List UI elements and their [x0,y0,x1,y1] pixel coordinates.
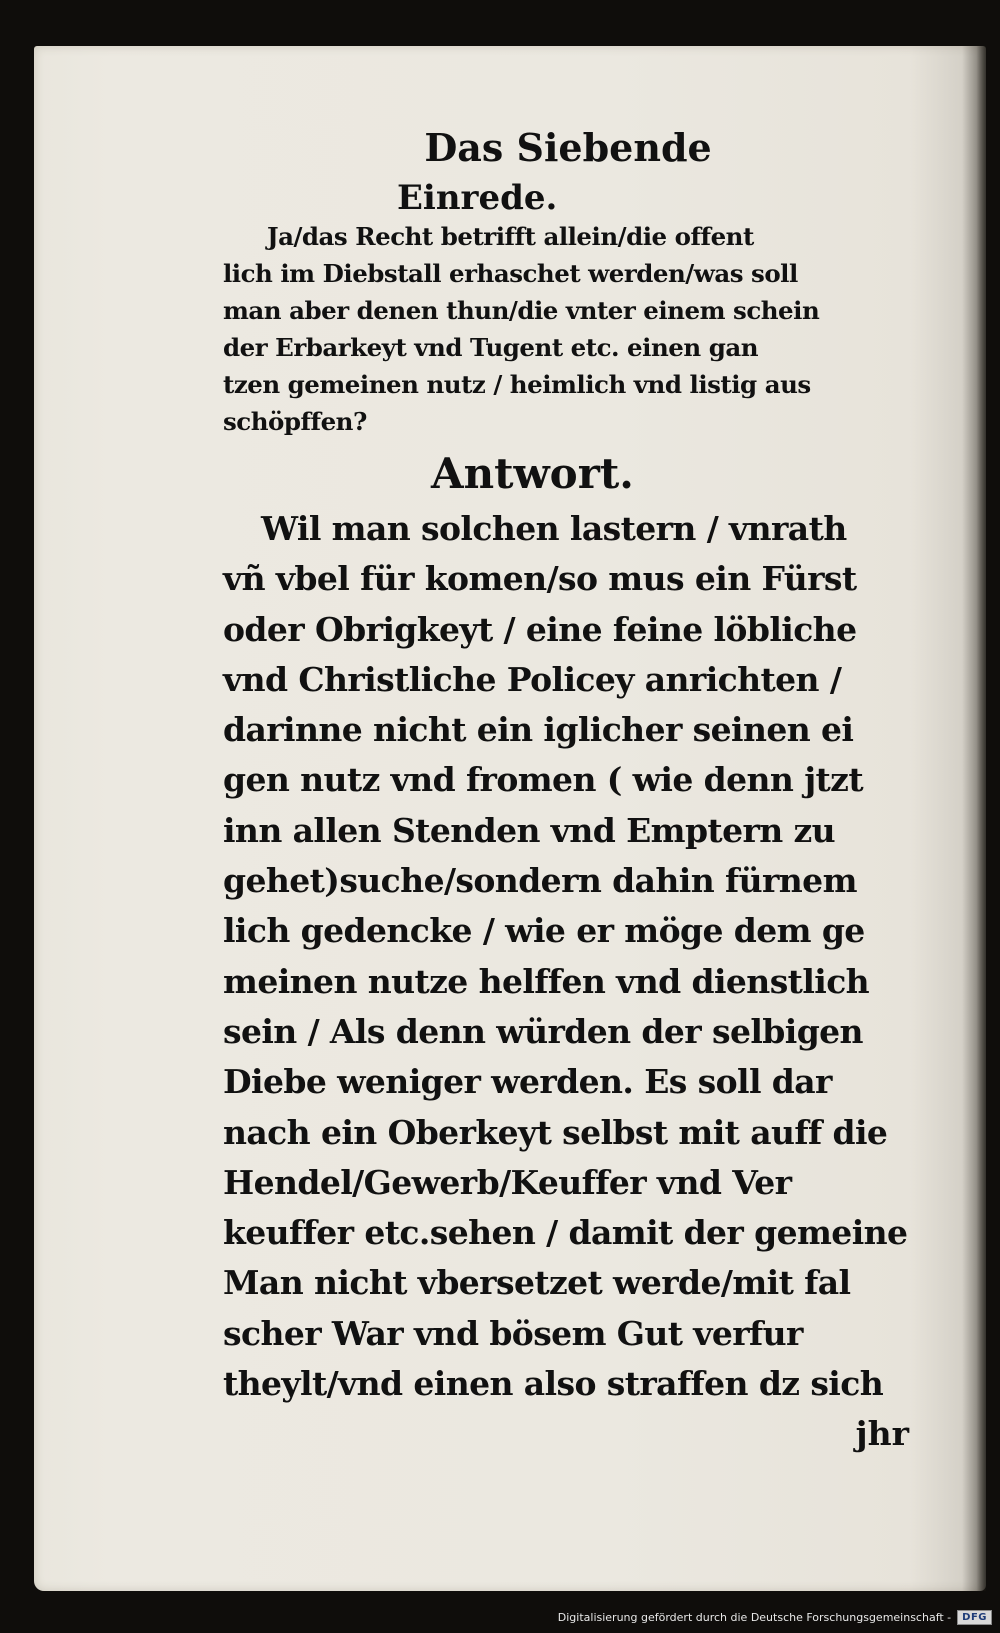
answer-line: vñ vbel für komen/so mus ein Fürst [223,559,857,599]
answer-line: darinne nicht ein iglicher seinen ei [223,710,854,750]
page-text [223,124,913,1459]
objection-paragraph [223,218,913,440]
footer-credit-text: Digitalisierung gefördert durch die Deutsche Forschungsgemeinschaft - [557,1610,952,1624]
answer-line: inn allen Stenden vnd Emptern zu [223,810,836,850]
answer-line: sein / Als denn würden der selbigen [223,1011,863,1051]
section-heading: Einrede. [397,178,558,218]
answer-line: meinen nutze helffen vnd dienstlich [223,961,870,1001]
objection-line: tzen gemeinen nutz / heimlich vnd listig aus [223,370,811,399]
answer-line: Wil man solchen lastern / vnrath [261,509,847,548]
catchword: jhr [855,1414,909,1454]
answer-line: nach ein Oberkeyt selbst mit auff die [223,1112,888,1152]
answer-line: vnd Christliche Policey anrichten / [223,659,842,699]
answer-line: Diebe weniger werden. Es soll dar [223,1062,832,1102]
objection-line: Ja/das Recht betrifft allein/die offent [267,222,754,251]
objection-line: schöpffen? [223,407,367,436]
chapter-heading: Das Siebende [424,125,712,170]
answer-line: lich gedencke / wie er möge dem ge [223,911,865,951]
objection-line: man aber denen thun/die vnter einem schein [223,296,820,325]
objection-line: lich im Diebstall erhaschet werden/was soll [223,259,798,288]
gutter-shadow [962,46,986,1591]
answer-line: keuffer etc.sehen / damit der gemeine [223,1213,908,1253]
answer-line: theylt/vnd einen also straffen dz sich [223,1364,884,1404]
digitization-footer [558,1606,992,1628]
answer-heading: Antwort. [431,449,634,498]
answer-line: Man nicht vbersetzet werde/mit fal [223,1263,851,1303]
answer-line: Hendel/Gewerb/Keuffer vnd Ver [223,1162,792,1202]
dfg-logo: DFG [957,1610,992,1625]
answer-line: scher War vnd bösem Gut verfur [223,1313,803,1353]
objection-line: der Erbarkeyt vnd Tugent etc. einen gan [223,333,759,362]
answer-line: gehet)suche/sondern dahin fürnem [223,861,857,901]
answer-line: gen nutz vnd fromen ( wie denn jtzt [223,760,863,800]
answer-line: oder Obrigkeyt / eine feine löbliche [223,609,857,649]
answer-paragraph [223,504,913,1409]
